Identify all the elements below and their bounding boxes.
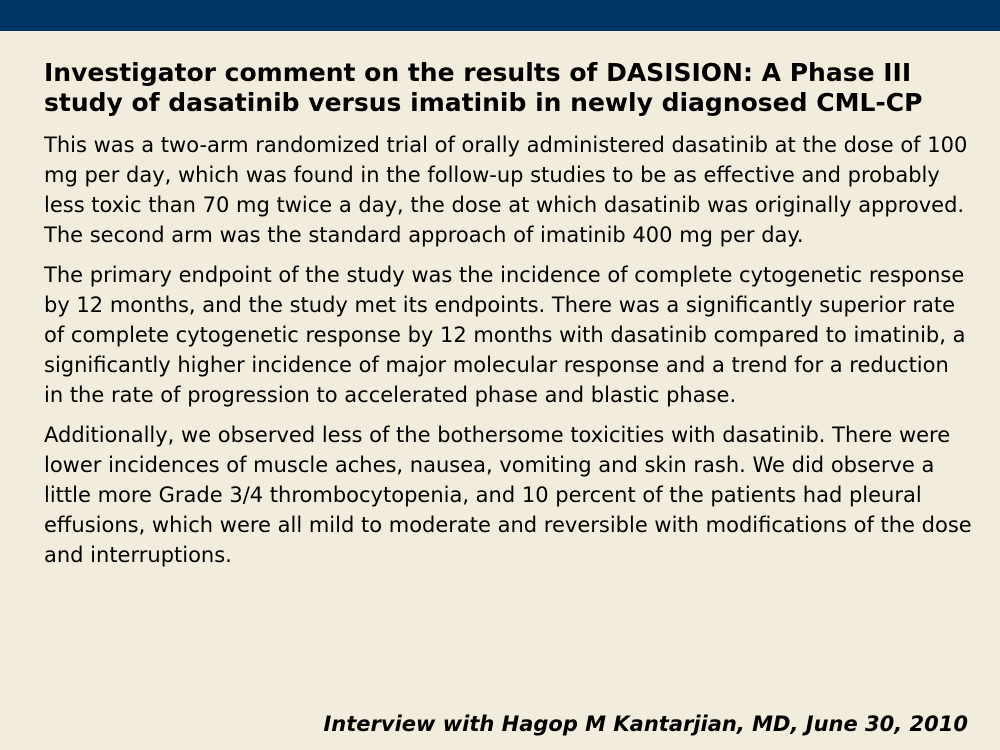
- interview-attribution: Interview with Hagop M Kantarjian, MD, June 30, 2010: [323, 712, 968, 736]
- body-paragraph-3: Additionally, we observed less of the bothersome toxicities with dasatinib. There were lower incidences of muscle aches, nausea, vomiting and skin rash. We did observe a little more Grade 3/4 thrombocytopenia, and 10 percent of the patients had pleural effusions, which were all mild to moderate and reversible with modifications of the dose and interruptions.: [44, 423, 972, 567]
- slide-content: [44, 58, 974, 580]
- body-paragraph-2: The primary endpoint of the study was the incidence of complete cytogenetic response by 12 months, and the study met its endpoints. There was a significantly superior rate of complete cytogenetic response by 12 months with dasatinib compared to imatinib, a significantly higher incidence of major molecular response and a trend for a reduction in the rate of progression to accelerated phase and blastic phase.: [44, 263, 966, 407]
- top-header-bar: [0, 0, 1000, 31]
- slide-body: [44, 118, 974, 570]
- body-paragraph-1: This was a two-arm randomized trial of orally administered dasatinib at the dose of 100 mg per day, which was found in the follow-up studies to be as effective and probably less toxic than 70 mg twice a day, the dose at which dasatinib was originally approved. The second arm was the standard approach of imatinib 400 mg per day.: [44, 133, 968, 247]
- slide-title: Investigator comment on the results of DASISION: A Phase III study of dasatinib versus imatinib in newly diagnosed CML-CP: [44, 58, 923, 117]
